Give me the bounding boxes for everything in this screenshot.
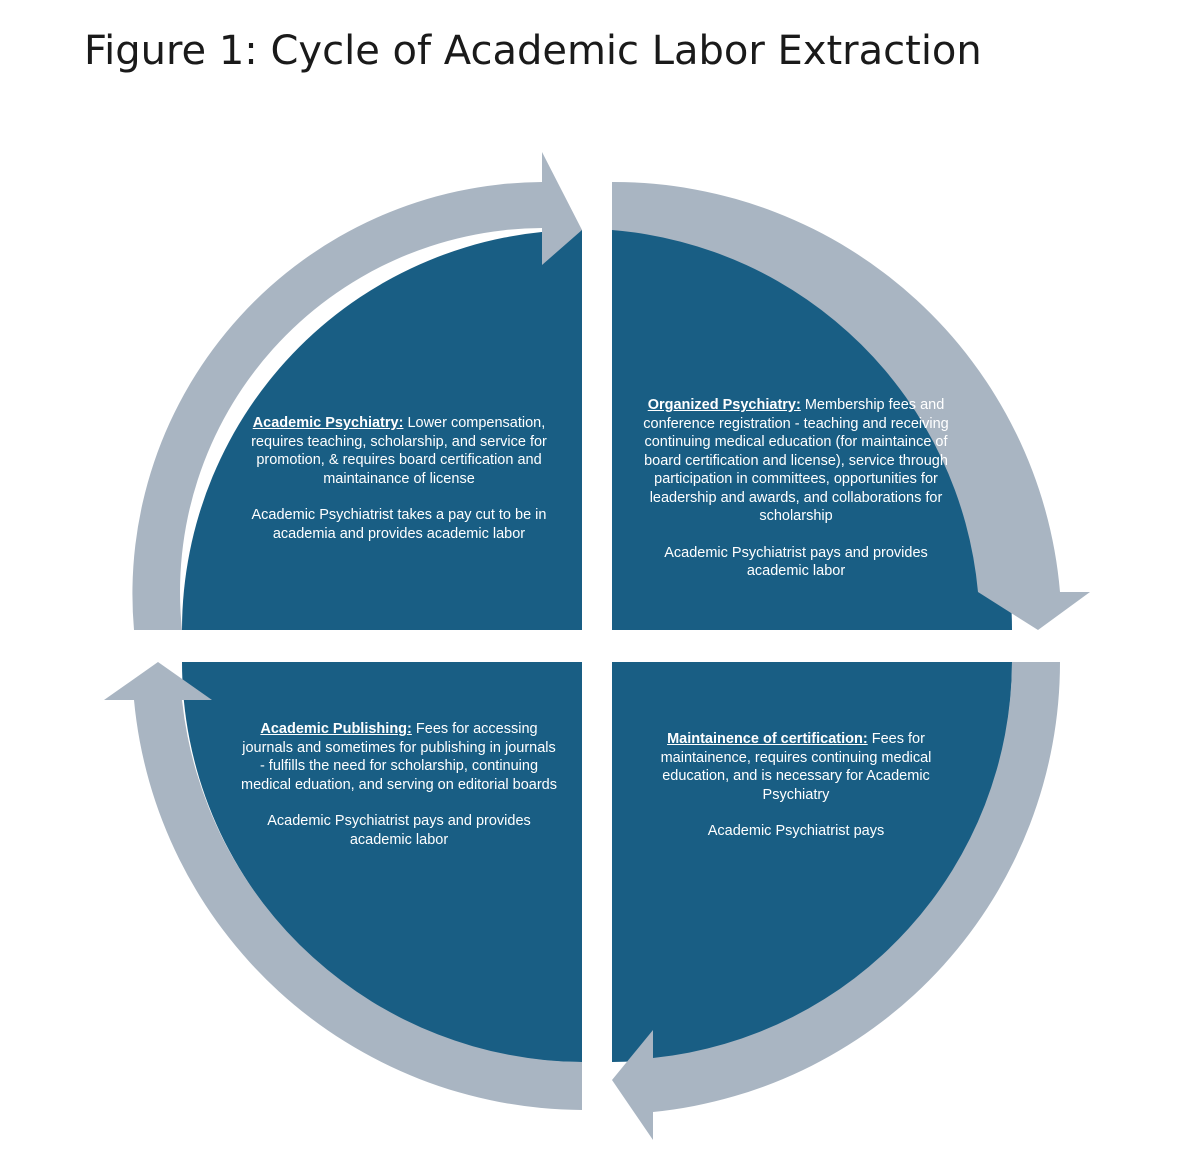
quadrant-bottom-right-heading: Maintainence of certification: — [667, 731, 868, 747]
quadrant-top-right-text — [636, 396, 956, 581]
quadrant-bottom-right-outcome: Academic Psychiatrist pays — [707, 823, 885, 839]
quadrant-top-right-outcome: Academic Psychiatrist pays and provides academic labor — [664, 544, 928, 579]
quadrant-bottom-right — [612, 662, 1012, 1062]
figure-title: Figure 1: Cycle of Academic Labor Extraction — [84, 28, 982, 74]
quadrant-bottom-right-text — [640, 730, 952, 841]
quadrant-top-right-heading: Organized Psychiatry: — [647, 397, 801, 413]
quadrant-top-right-body: Membership fees and conference registration - teaching and receiving continuing medical education (for maintaince of board certification and license), service through participation in committees, opportunities for leadership and awards, and collaborations for scholarship — [643, 397, 949, 524]
quadrant-bottom-left-text — [240, 720, 558, 849]
quadrant-top-left-heading: Academic Psychiatry: — [252, 415, 404, 431]
quadrant-top-left-body: Lower compensation, requires teaching, scholarship, and service for promotion, & requires board certification and maintainance of license — [251, 415, 547, 487]
quadrant-top-left-outcome: Academic Psychiatrist takes a pay cut to be in academia and provides academic labor — [251, 507, 547, 542]
quadrant-top-left-text — [244, 414, 554, 543]
quadrant-bottom-left-body: Fees for accessing journals and sometimes for publishing in journals - fulfills the need for scholarship, continuing medical eduation, and serving on editorial boards — [241, 721, 557, 793]
quadrant-bottom-right-body: Fees for maintainence, requires continuing medical education, and is necessary for Academic Psychiatry — [660, 731, 932, 803]
quadrant-bottom-left-heading: Academic Publishing: — [260, 721, 412, 737]
quadrant-bottom-left-outcome: Academic Psychiatrist pays and provides academic labor — [267, 813, 531, 848]
